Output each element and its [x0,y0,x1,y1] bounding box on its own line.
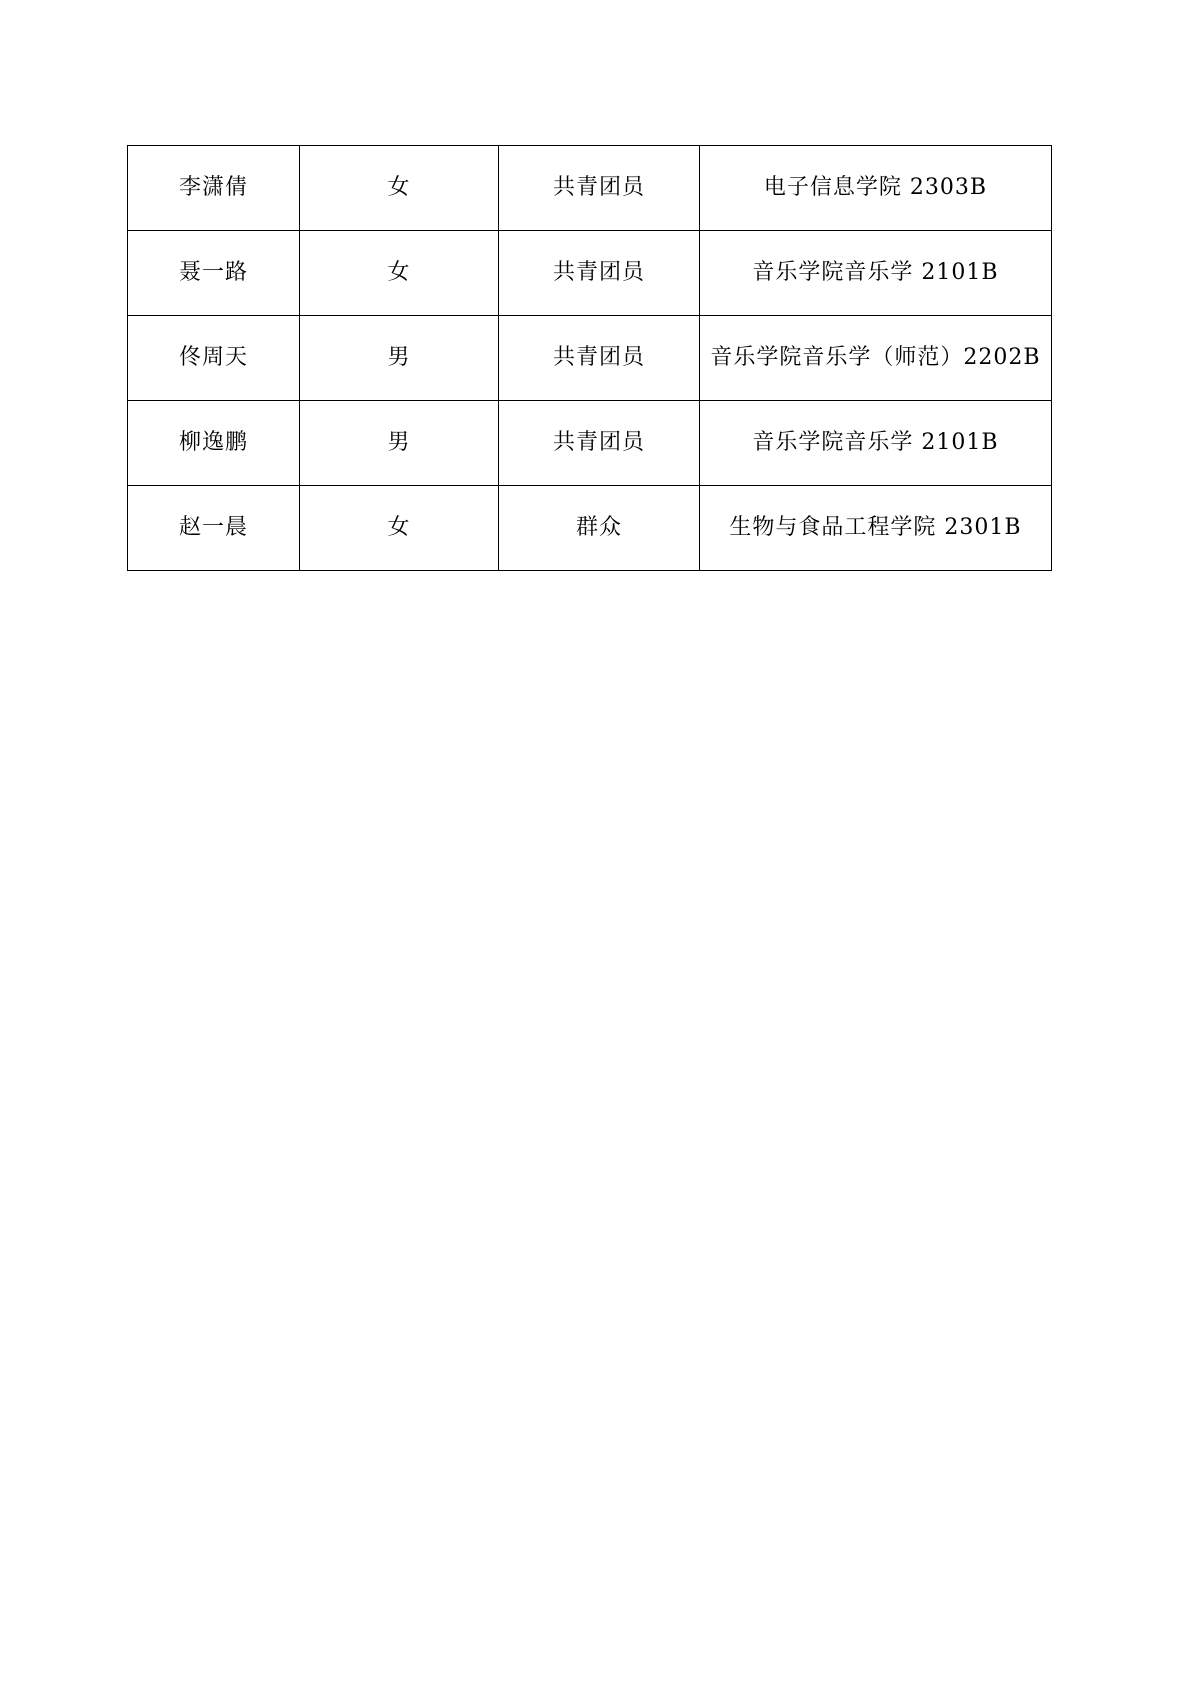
unit-class-cell: 电子信息学院 2303B [700,146,1052,231]
gender-cell: 女 [300,146,499,231]
name-cell: 柳逸鹏 [128,401,300,486]
name-cell: 赵一晨 [128,486,300,571]
table-row [128,146,1052,231]
table-row [128,316,1052,401]
name-cell: 聂一路 [128,231,300,316]
gender-cell: 女 [300,231,499,316]
unit-class-cell: 生物与食品工程学院 2301B [700,486,1052,571]
table-row [128,401,1052,486]
name-cell: 李潇倩 [128,146,300,231]
gender-cell: 女 [300,486,499,571]
table-row [128,231,1052,316]
gender-cell: 男 [300,401,499,486]
political-status-cell: 共青团员 [499,231,700,316]
unit-class-cell: 音乐学院音乐学（师范）2202B [700,316,1052,401]
political-status-cell: 共青团员 [499,316,700,401]
political-status-cell: 群众 [499,486,700,571]
unit-class-cell: 音乐学院音乐学 2101B [700,401,1052,486]
political-status-cell: 共青团员 [499,401,700,486]
name-cell: 佟周天 [128,316,300,401]
table-row [128,486,1052,571]
political-status-cell: 共青团员 [499,146,700,231]
roster-table [127,145,1052,571]
unit-class-cell: 音乐学院音乐学 2101B [700,231,1052,316]
gender-cell: 男 [300,316,499,401]
